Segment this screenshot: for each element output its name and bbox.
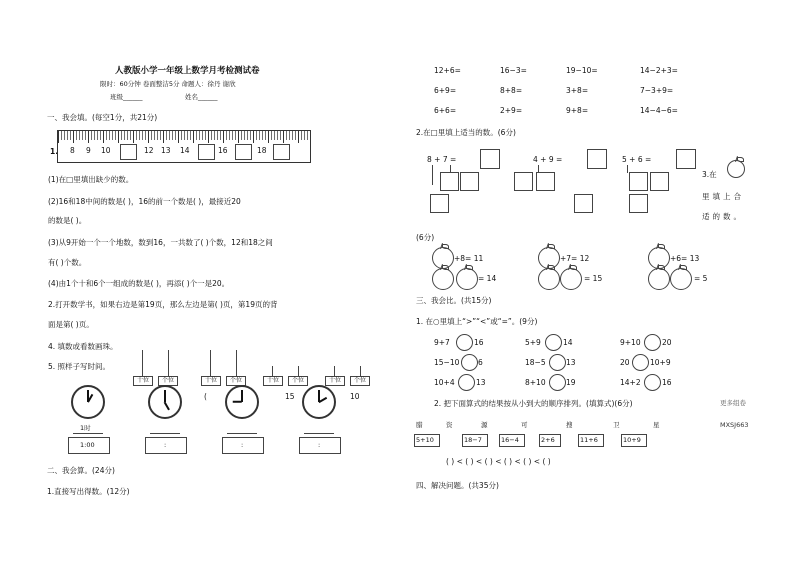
abacus-answer: 10 (350, 392, 360, 401)
answer-box[interactable] (440, 172, 459, 191)
compare-circle[interactable] (456, 334, 473, 351)
answer-box[interactable] (676, 149, 696, 169)
ruler-num: 13 (161, 146, 171, 155)
apple-equation: +6= 13 (670, 254, 700, 263)
q2-text: (2)16和18中间的数是( )，16的前一个数是( )，最接近20 (48, 197, 241, 206)
clock-underline (73, 424, 103, 434)
order-item-box (462, 434, 488, 447)
calc-item: 14−2+3= (640, 66, 678, 75)
clock-icon (148, 385, 182, 419)
clock-label: 1时 (80, 424, 91, 432)
q1-text: (1)在□里填出缺少的数。 (48, 175, 134, 184)
compare-right: 13 (476, 378, 486, 387)
section1-heading: 一、我会填。(每空1分，共21分) (47, 113, 158, 122)
calc-item: 2+9= (500, 106, 523, 115)
apple-icon[interactable] (432, 268, 454, 290)
answer-box[interactable] (120, 144, 137, 160)
compare-right: 16 (474, 338, 484, 347)
compare-circle[interactable] (644, 374, 661, 391)
compare-circle[interactable] (549, 374, 566, 391)
compare-right: 13 (566, 358, 576, 367)
answer-box[interactable] (273, 144, 290, 160)
order-item-box (621, 434, 647, 447)
section2-q1: 1.直接写出得数。(12分) (47, 487, 130, 496)
compare-circle[interactable] (549, 354, 566, 371)
compare-circle[interactable] (644, 334, 661, 351)
compare-right: 14 (563, 338, 573, 347)
ruler-num: 16 (218, 146, 228, 155)
order-item: 18−7 (464, 436, 482, 444)
page-title: 人教版小学一年级上数学月考检测试卷 (115, 66, 260, 76)
answer-box[interactable] (629, 194, 648, 213)
watermark-char: 可 (521, 421, 528, 429)
answer-box[interactable] (536, 172, 555, 191)
time-box[interactable] (299, 437, 341, 454)
apple-icon[interactable] (670, 268, 692, 290)
answer-box[interactable] (198, 144, 215, 160)
compare-circle[interactable] (458, 374, 475, 391)
answer-box[interactable] (629, 172, 648, 191)
order-blanks[interactable]: ( ) < ( ) < ( ) < ( ) < ( ) < ( ) (446, 457, 551, 466)
ruler-num: 9 (86, 146, 91, 155)
abacus-answer[interactable]: ( (204, 392, 207, 401)
abacus-ones-label: 个位 (350, 376, 370, 386)
clock-underline (150, 424, 180, 434)
compare-left: 5+9 (525, 338, 541, 347)
answer-box[interactable] (587, 149, 607, 169)
compare-left: 9+7 (434, 338, 450, 347)
compare-left: 18−5 (525, 358, 546, 367)
calc-item: 9+8= (566, 106, 589, 115)
compare-left: 8+10 (525, 378, 546, 387)
abacus-tens-label: 十位 (325, 376, 345, 386)
answer-box[interactable] (235, 144, 252, 160)
section3-q1: 1. 在○里填上“>”“<”或“=”。(9分) (416, 317, 538, 326)
calc-item: 7−3+9= (640, 86, 674, 95)
abacus-tens-label: 十位 (263, 376, 283, 386)
compare-left: 14+2 (620, 378, 641, 387)
side-note: 更多组卷 (720, 399, 746, 407)
watermark-code: MXSJ663 (720, 421, 749, 429)
answer-box[interactable] (514, 172, 533, 191)
compare-left: 10+4 (434, 378, 455, 387)
split-equation: 4 + 9 = (533, 155, 563, 164)
split-equation: 8 + 7 = (427, 155, 457, 164)
ruler-num: 10 (101, 146, 111, 155)
compare-right: 20 (662, 338, 672, 347)
time-box[interactable] (145, 437, 187, 454)
ruler-num: 14 (180, 146, 190, 155)
calc-item: 14−4−6= (640, 106, 678, 115)
abacus-rod (236, 350, 237, 376)
abacus-rod (298, 366, 299, 376)
answer-box[interactable] (650, 172, 669, 191)
q4-text: (4)由1个十和6个一组成的数是( )，再添( )个一是20。 (48, 279, 230, 288)
ruler-num: 8 (70, 146, 75, 155)
abacus-ones-label: 个位 (158, 376, 178, 386)
apple-icon[interactable] (560, 268, 582, 290)
time-value: : (241, 441, 244, 449)
apple-icon[interactable] (538, 268, 560, 290)
clock-underline (304, 424, 334, 434)
apple-equation: = 14 (478, 274, 497, 283)
abacus-rod (334, 366, 335, 376)
class-field[interactable]: 班级______ (110, 93, 143, 101)
calc-item: 8+8= (500, 86, 523, 95)
section2-heading: 二、我会算。(24分) (47, 466, 115, 475)
watermark-char: 搜 (566, 421, 573, 429)
apple-icon (727, 160, 745, 178)
compare-left: 20 (620, 358, 630, 367)
abacus-ones-label: 个位 (288, 376, 308, 386)
order-item-box (578, 434, 604, 447)
compare-circle[interactable] (545, 334, 562, 351)
watermark-char: 资 (446, 421, 453, 429)
q6-text: 4. 填数或看数画珠。 (48, 342, 118, 351)
order-item-box (539, 434, 561, 447)
calc-item: 6+6= (434, 106, 457, 115)
clock-underline (227, 424, 257, 434)
abacus-ones-label: 个位 (226, 376, 246, 386)
abacus-tens-label: 十位 (201, 376, 221, 386)
section2-q3-score: (6分) (416, 233, 435, 242)
section3-heading: 三、我会比。(共15分) (416, 296, 492, 305)
q3-text-cont: 有( )个数。 (48, 258, 87, 267)
ruler-num: 18 (257, 146, 267, 155)
compare-right: 16 (662, 378, 672, 387)
compare-right: 6 (478, 358, 483, 367)
section2-q3-cont2: 适的数。 (702, 212, 744, 221)
apple-icon[interactable] (456, 268, 478, 290)
section2-q3: 3.在 (702, 170, 717, 179)
time-box[interactable] (222, 437, 264, 454)
watermark-char: 源 (481, 421, 488, 429)
section3-q2: 2. 把下面算式的结果按从小到大的顺序排列。(填算式)(6分) (434, 399, 633, 408)
abacus-rod (272, 366, 273, 376)
split-line (432, 165, 433, 185)
answer-box[interactable] (480, 149, 500, 169)
apple-equation: = 15 (584, 274, 603, 283)
watermark-char: 卫 (613, 421, 620, 429)
calc-item: 6+9= (434, 86, 457, 95)
clock-icon (225, 385, 259, 419)
section4-heading: 四、解决问题。(共35分) (416, 481, 499, 490)
compare-circle[interactable] (632, 354, 649, 371)
order-item-box (499, 434, 525, 447)
compare-left: 9+10 (620, 338, 641, 347)
name-field[interactable]: 姓名______ (185, 93, 218, 101)
section2-q2: 2.在□里填上适当的数。(6分) (416, 128, 516, 137)
clock-icon (71, 385, 105, 419)
apple-equation: +7= 12 (560, 254, 590, 263)
q5-text-cont: 面是第( )页。 (48, 320, 94, 329)
order-item: 11+6 (580, 436, 598, 444)
order-item: 2+6 (541, 436, 555, 444)
compare-right: 10+9 (650, 358, 671, 367)
compare-left: 15−10 (434, 358, 460, 367)
compare-circle[interactable] (461, 354, 478, 371)
time-value: : (318, 441, 321, 449)
ruler-label: 1. (50, 147, 59, 156)
abacus-answer: 15 (285, 392, 295, 401)
section2-q3-cont: 里填上合 (702, 192, 744, 201)
order-item: 10+9 (623, 436, 641, 444)
ruler-num: 12 (144, 146, 154, 155)
calc-item: 12+6= (434, 66, 461, 75)
answer-box[interactable] (430, 194, 449, 213)
time-value: 1:00 (80, 441, 95, 449)
order-item: 5+10 (416, 436, 434, 444)
time-box[interactable] (68, 437, 110, 454)
q2-text-cont: 的数是( )。 (48, 216, 87, 225)
abacus-rod (210, 350, 211, 376)
abacus-tens-label: 十位 (133, 376, 153, 386)
apple-equation: +8= 11 (454, 254, 484, 263)
split-line (627, 165, 628, 173)
order-item: 16−4 (501, 436, 519, 444)
q5-text: 2.打开数学书，如果右边是第19页，那么左边是第( )页，第19页的背 (48, 300, 278, 309)
abacus-rod (168, 350, 169, 376)
calc-item: 16−3= (500, 66, 527, 75)
time-value: : (164, 441, 167, 449)
order-item-box (414, 434, 440, 447)
calc-item: 19−10= (566, 66, 598, 75)
split-equation: 5 + 6 = (622, 155, 652, 164)
watermark-char: 星 (653, 421, 660, 429)
clock-icon (302, 385, 336, 419)
q3-text: (3)从9开始一个一个地数，数到16，一共数了( )个数，12和18之间 (48, 238, 273, 247)
q7-text: 5. 照样子写时间。 (48, 362, 111, 371)
answer-box[interactable] (460, 172, 479, 191)
answer-box[interactable] (574, 194, 593, 213)
calc-item: 3+8= (566, 86, 589, 95)
exam-info: 限时：60分钟 卷面整洁5分 命题人：徐丹 谢欣 (100, 80, 236, 88)
apple-equation: = 5 (694, 274, 708, 283)
apple-icon[interactable] (648, 268, 670, 290)
compare-right: 19 (566, 378, 576, 387)
watermark-char: 腊 (416, 421, 423, 429)
abacus-rod (360, 366, 361, 376)
abacus-rod (142, 350, 143, 376)
